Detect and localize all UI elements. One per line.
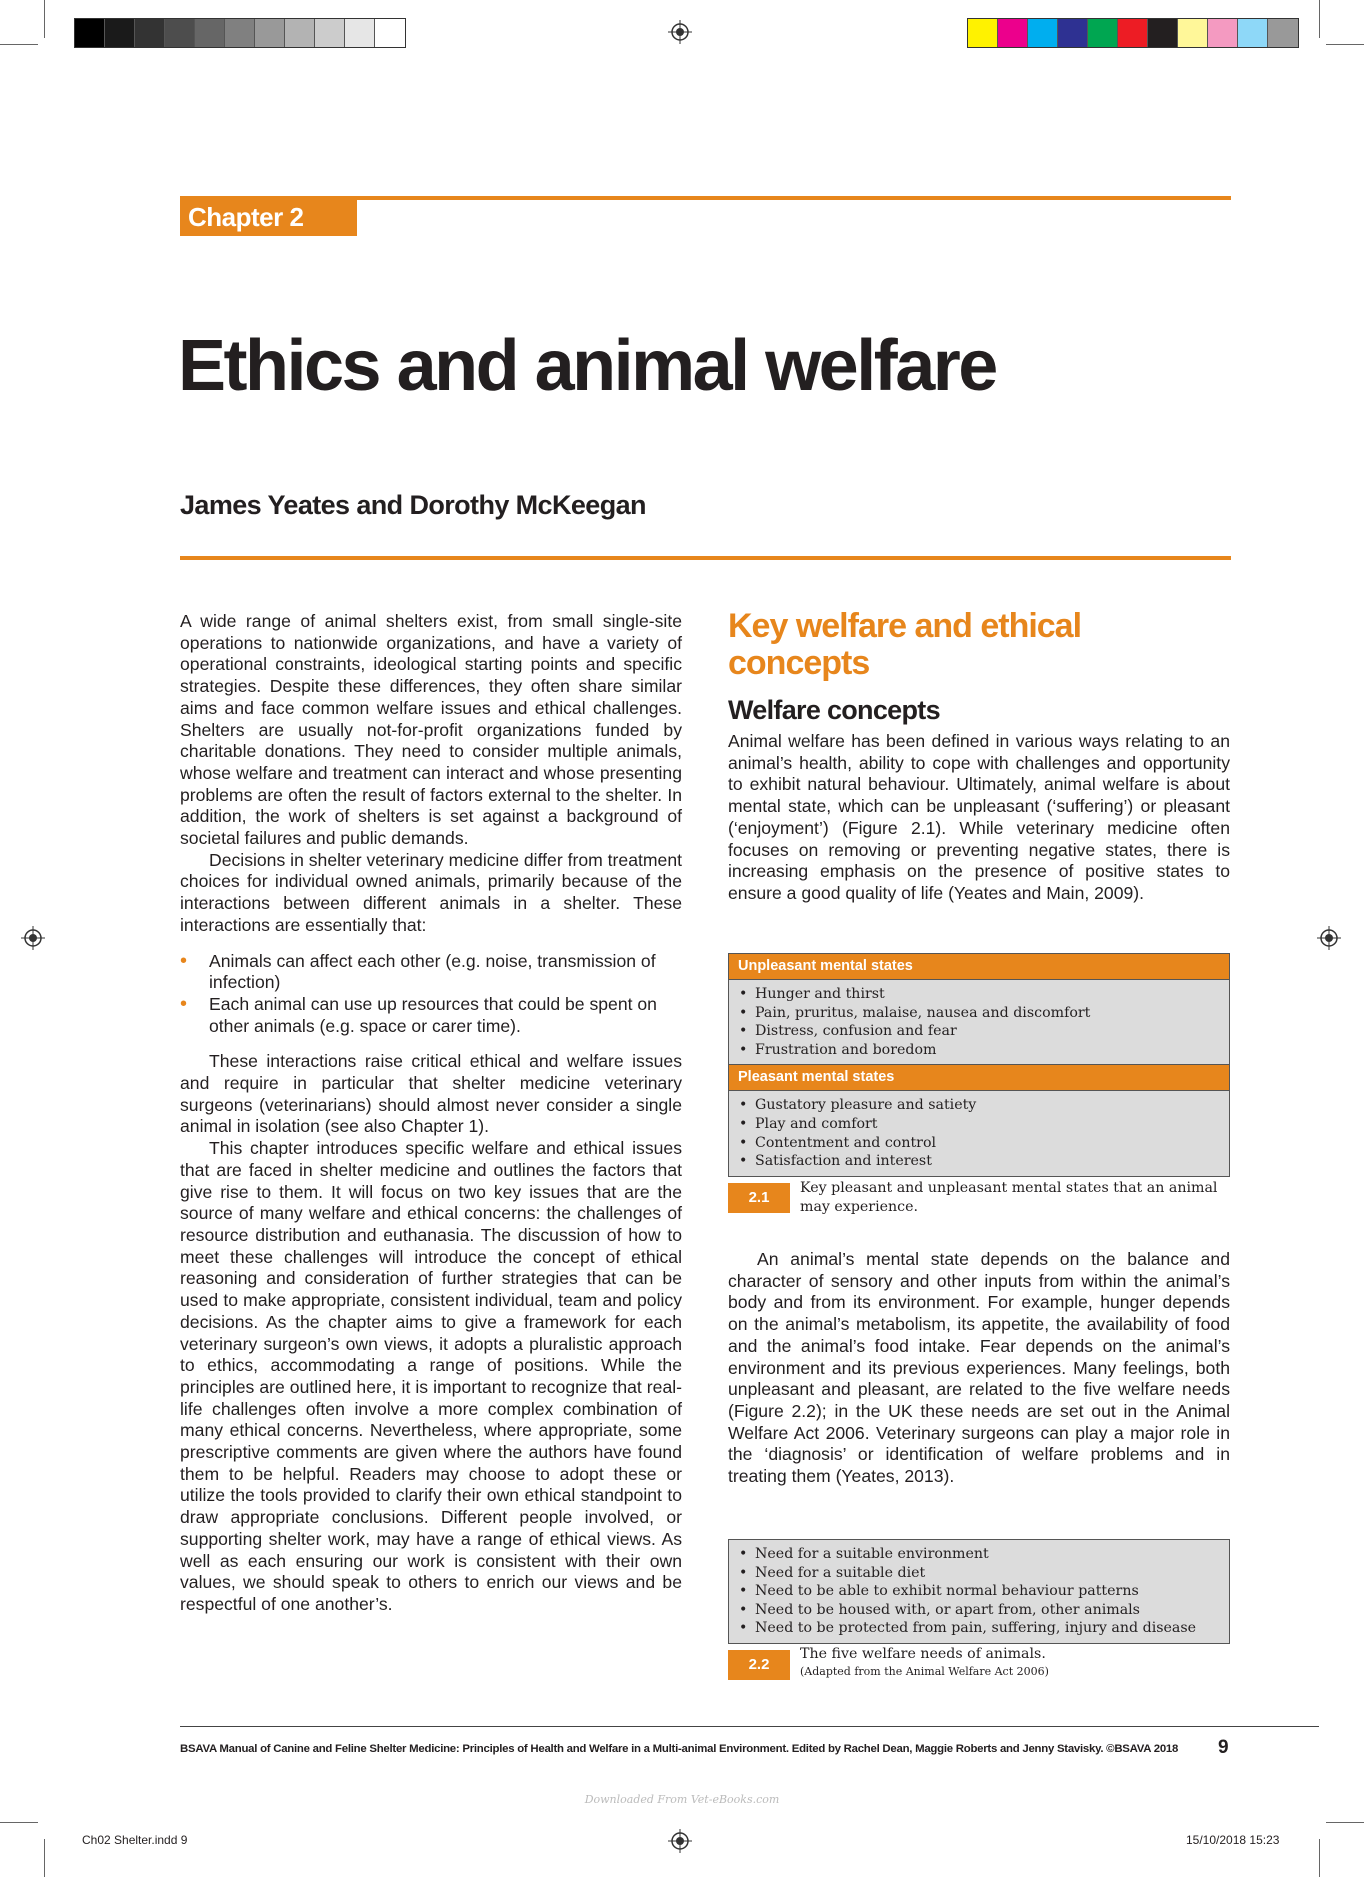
color-swatch <box>375 19 405 47</box>
crop-mark <box>0 1822 38 1823</box>
list-item: • Need for a suitable environment <box>755 1545 1229 1564</box>
list-item: • Distress, confusion and fear <box>755 1022 1229 1041</box>
paragraph: These interactions raise critical ethical and welfare issues and require in particular that shelter medicine veterinary surgeons (veterinarians) should almost never consider a single animal in isolation (see also Chapter 1). <box>180 1051 682 1137</box>
color-swatch <box>165 19 195 47</box>
color-swatch <box>1208 19 1238 47</box>
registration-target-icon <box>668 1829 692 1853</box>
color-swatch <box>998 19 1028 47</box>
list-item: • Frustration and boredom <box>755 1041 1229 1060</box>
unpleasant-states-header: Unpleasant mental states <box>729 954 1229 980</box>
list-item: • Hunger and thirst <box>755 985 1229 1004</box>
color-swatch <box>225 19 255 47</box>
color-swatch <box>75 19 105 47</box>
figure-2-2-box <box>728 1539 1230 1644</box>
list-item: • Pain, pruritus, malaise, nausea and discomfort <box>755 1004 1229 1023</box>
figure-source: (Adapted from the Animal Welfare Act 2006) <box>800 1664 1049 1678</box>
color-swatch <box>1268 19 1298 47</box>
right-column-text <box>728 1249 1230 1488</box>
color-swatch <box>1118 19 1148 47</box>
figure-caption-block <box>800 1645 1230 1680</box>
list-item: • Gustatory pleasure and satiety <box>755 1096 1229 1115</box>
crop-mark <box>44 1839 45 1877</box>
color-swatch <box>1148 19 1178 47</box>
paragraph: Animal welfare has been defined in various ways relating to an animal’s health, ability to cope with challenges and opportunity to exhibit natural behaviour. Ultimately, animal welfare is about mental state, which can be unpleasant (‘suffering’) or pleasant (‘enjoyment’) (Figure 2.1). While veterinary medicine often focuses on removing or preventing negative states, there is increasing emphasis on the presence of positive states to ensure a good quality of life (Yeates and Main, 2009). <box>728 731 1230 903</box>
registration-target-icon <box>21 926 45 950</box>
page-number: 9 <box>1218 1737 1229 1758</box>
list-item: • Need for a suitable diet <box>755 1564 1229 1583</box>
figure-2-1-box <box>728 953 1230 1177</box>
list-item: • Satisfaction and interest <box>755 1152 1229 1171</box>
registration-target-icon <box>668 20 692 44</box>
list-item: • Need to be protected from pain, suffering, injury and disease <box>755 1619 1229 1638</box>
color-swatch <box>255 19 285 47</box>
grayscale-color-bar <box>74 18 406 48</box>
color-swatch <box>105 19 135 47</box>
bullet-list <box>180 951 682 1038</box>
pleasant-states-list <box>729 1091 1229 1175</box>
chapter-title: Ethics and animal welfare <box>178 326 996 406</box>
list-item: • Play and comfort <box>755 1115 1229 1134</box>
pleasant-states-header: Pleasant mental states <box>729 1064 1229 1091</box>
crop-mark <box>1319 0 1320 38</box>
color-swatch <box>1058 19 1088 47</box>
paragraph: A wide range of animal shelters exist, from small single-site operations to nationwide organizations, and have a variety of operational constraints, ideological starting points and specific strategies. Despite these differences, they often share similar aims and face common welfare issues and ethical challenges. Shelters are usually not-for-profit organizations funded by charitable donations. They need to consider multiple animals, whose welfare and treatment can interact and whose presenting problems are often the result of factors external to the shelter. In addition, the work of shelters is set against a background of societal failures and public demands. <box>180 611 682 849</box>
footer-rule <box>180 1726 1319 1727</box>
section-heading: Key welfare and ethical concepts <box>728 607 1082 682</box>
watermark: Downloaded From Vet-eBooks.com <box>584 1793 780 1806</box>
paragraph: Decisions in shelter veterinary medicine differ from treatment choices for individual owned animals, primarily because of the interactions between different animals in a shelter. These interactions are essentially that: <box>180 849 682 935</box>
color-swatch <box>1088 19 1118 47</box>
figure-caption: Key pleasant and unpleasant mental states that an animal may experience. <box>800 1180 1218 1215</box>
welfare-needs-list <box>729 1540 1229 1643</box>
registration-target-icon <box>1317 926 1341 950</box>
author-rule <box>180 556 1231 560</box>
color-swatch <box>1178 19 1208 47</box>
unpleasant-states-list <box>729 980 1229 1064</box>
color-swatch <box>345 19 375 47</box>
crop-mark <box>44 0 45 38</box>
color-swatch <box>315 19 345 47</box>
color-swatch <box>968 19 998 47</box>
color-swatch <box>285 19 315 47</box>
right-column-text <box>728 731 1230 905</box>
figure-caption: The five welfare needs of animals. <box>800 1646 1046 1662</box>
list-item: • Need to be able to exhibit normal behaviour patterns <box>755 1582 1229 1601</box>
color-swatch <box>135 19 165 47</box>
crop-mark <box>0 44 38 45</box>
left-column <box>180 611 682 1616</box>
color-swatch <box>195 19 225 47</box>
list-item: • Contentment and control <box>755 1134 1229 1153</box>
crop-mark <box>1319 1839 1320 1877</box>
crop-mark <box>1326 1822 1364 1823</box>
slug-datetime: 15/10/2018 15:23 <box>1186 1833 1280 1847</box>
slug-filename: Ch02 Shelter.indd 9 <box>82 1833 188 1847</box>
footer-citation: BSAVA Manual of Canine and Feline Shelter Medicine: Principles of Health and Welfare in a Multi-animal Environment. Edited by Rachel Dean, Maggie Roberts and Jenny Stavisky. ©BSAVA 2018 <box>180 1743 1179 1755</box>
color-swatch <box>1238 19 1268 47</box>
cmyk-color-bar <box>967 18 1299 48</box>
color-swatch <box>1028 19 1058 47</box>
figure-number: 2.2 <box>728 1650 790 1680</box>
list-item: • Each animal can use up resources that could be spent on other animals (e.g. space or carer time). <box>180 994 682 1037</box>
crop-mark <box>1326 44 1364 45</box>
figure-number: 2.1 <box>728 1183 790 1213</box>
paragraph: This chapter introduces specific welfare and ethical issues that are faced in shelter medicine and outlines the factors that give rise to them. It will focus on two key issues that are the source of many welfare and ethical concerns: the challenges of resource distribution and euthanasia. The discussion of how to meet these challenges will introduce the concept of ethical reasoning and consideration of further strategies that can be used to make appropriate, consistent individual, team and policy decisions. As the chapter aims to give a framework for each veterinary surgeon’s own views, it adopts a pluralistic approach to ethics, accommodating a range of positions. While the principles are outlined here, it is important to recognize that real-life challenges often involve a more complex combination of many ethical concerns. Nevertheless, where appropriate, some prescriptive comments are given where the authors have found them to be helpful. Readers may choose to adopt these or utilize the tools provided to clarify their own ethical standpoint to draw appropriate conclusions. Different people involved, or supporting shelter work, may have a range of ethical views. As well as each ensuring our work is consistent with their own values, we should speak to others to enrich our views and be respectful of one another’s. <box>180 1138 682 1614</box>
chapter-authors: James Yeates and Dorothy McKeegan <box>180 490 646 520</box>
chapter-label: Chapter 2 <box>180 199 357 236</box>
list-item: • Need to be housed with, or apart from, other animals <box>755 1601 1229 1620</box>
paragraph: An animal’s mental state depends on the balance and character of sensory and other inputs from within the animal’s body and from its environment. For example, hunger depends on the animal’s metabolism, its appetite, the availability of food and the animal’s food intake. Fear depends on the animal’s environment and its previous experiences. Many feelings, both unpleasant and pleasant, are related to the five welfare needs (Figure 2.2); in the UK these needs are set out in the Animal Welfare Act 2006. Veterinary surgeons can play a major role in the ‘diagnosis’ or identification of welfare problems and in treating them (Yeates, 2013). <box>728 1249 1230 1487</box>
subsection-heading: Welfare concepts <box>728 695 940 725</box>
list-item: • Animals can affect each other (e.g. noise, transmission of infection) <box>180 951 682 994</box>
